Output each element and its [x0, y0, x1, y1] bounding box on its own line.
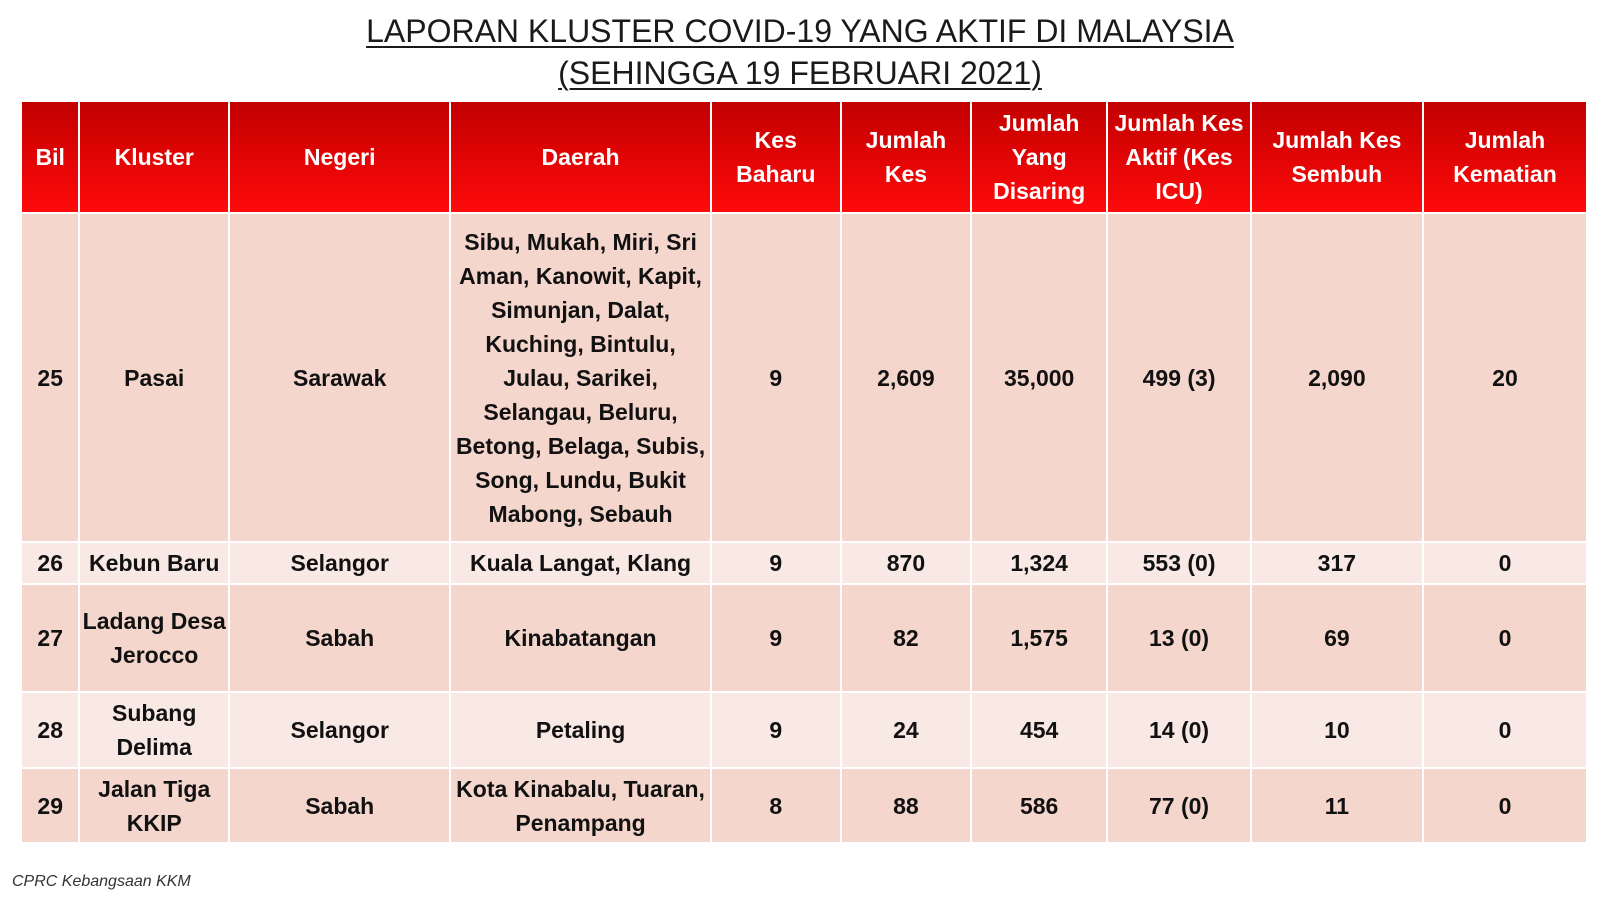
- table-row: [21, 692, 1587, 768]
- cell-kes-baharu: 9: [711, 213, 841, 542]
- cell-jumlah-kes: 2,609: [841, 213, 971, 542]
- cell-kes-aktif: 553 (0): [1107, 542, 1250, 584]
- cluster-table: [20, 100, 1588, 844]
- cell-daerah: Sibu, Mukah, Miri, Sri Aman, Kanowit, Kapit, Simunjan, Dalat, Kuching, Bintulu, Julau, Sarikei, Selangau, Beluru, Betong, Belaga, Subis, Song, Lundu, Bukit Mabong, Sebauh: [450, 213, 710, 542]
- cell-kes-baharu: 8: [711, 768, 841, 843]
- cell-kluster: Kebun Baru: [79, 542, 229, 584]
- cell-kematian: 0: [1423, 584, 1587, 692]
- cell-daerah: Kinabatangan: [450, 584, 710, 692]
- title-line-2: (SEHINGGA 19 FEBRUARI 2021): [558, 55, 1042, 91]
- cell-kematian: 20: [1423, 213, 1587, 542]
- cell-jumlah-disaring: 454: [971, 692, 1107, 768]
- cell-jumlah-disaring: 586: [971, 768, 1107, 843]
- cell-bil: 25: [21, 213, 79, 542]
- header-bil: Bil: [21, 101, 79, 213]
- cell-kes-aktif: 14 (0): [1107, 692, 1250, 768]
- header-negeri: Negeri: [229, 101, 450, 213]
- cell-kluster: Pasai: [79, 213, 229, 542]
- cell-jumlah-disaring: 1,324: [971, 542, 1107, 584]
- header-kematian: Jumlah Kematian: [1423, 101, 1587, 213]
- cell-daerah: Kota Kinabalu, Tuaran, Penampang: [450, 768, 710, 843]
- cell-kluster: Ladang Desa Jerocco: [79, 584, 229, 692]
- cell-jumlah-kes: 88: [841, 768, 971, 843]
- cell-kematian: 0: [1423, 692, 1587, 768]
- header-kluster: Kluster: [79, 101, 229, 213]
- cell-kes-sembuh: 317: [1251, 542, 1423, 584]
- table-header-row: [21, 101, 1587, 213]
- header-jumlah-disaring: Jumlah Yang Disaring: [971, 101, 1107, 213]
- cell-kes-aktif: 13 (0): [1107, 584, 1250, 692]
- header-kes-sembuh: Jumlah Kes Sembuh: [1251, 101, 1423, 213]
- table-row: [21, 542, 1587, 584]
- cell-jumlah-disaring: 35,000: [971, 213, 1107, 542]
- cell-kluster: Jalan Tiga KKIP: [79, 768, 229, 843]
- cell-kes-aktif: 77 (0): [1107, 768, 1250, 843]
- cell-kes-baharu: 9: [711, 542, 841, 584]
- header-kes-aktif: Jumlah Kes Aktif (Kes ICU): [1107, 101, 1250, 213]
- table-row: [21, 584, 1587, 692]
- cell-kluster: Subang Delima: [79, 692, 229, 768]
- cell-kes-sembuh: 10: [1251, 692, 1423, 768]
- header-kes-baharu: Kes Baharu: [711, 101, 841, 213]
- table-row: [21, 768, 1587, 843]
- cell-negeri: Sabah: [229, 768, 450, 843]
- cell-jumlah-kes: 82: [841, 584, 971, 692]
- source-footer: CPRC Kebangsaan KKM: [12, 873, 191, 890]
- cell-daerah: Kuala Langat, Klang: [450, 542, 710, 584]
- title-line-1: LAPORAN KLUSTER COVID-19 YANG AKTIF DI MALAYSIA: [366, 13, 1234, 49]
- cell-kematian: 0: [1423, 542, 1587, 584]
- cell-bil: 26: [21, 542, 79, 584]
- cell-jumlah-kes: 870: [841, 542, 971, 584]
- cell-negeri: Selangor: [229, 542, 450, 584]
- header-jumlah-kes: Jumlah Kes: [841, 101, 971, 213]
- cell-kes-sembuh: 11: [1251, 768, 1423, 843]
- cell-kes-baharu: 9: [711, 584, 841, 692]
- cell-kes-sembuh: 69: [1251, 584, 1423, 692]
- report-title: [0, 10, 1600, 94]
- cell-jumlah-kes: 24: [841, 692, 971, 768]
- cell-negeri: Sarawak: [229, 213, 450, 542]
- cell-negeri: Selangor: [229, 692, 450, 768]
- cell-negeri: Sabah: [229, 584, 450, 692]
- cell-kes-baharu: 9: [711, 692, 841, 768]
- table-row: [21, 213, 1587, 542]
- header-daerah: Daerah: [450, 101, 710, 213]
- cell-kes-sembuh: 2,090: [1251, 213, 1423, 542]
- cell-daerah: Petaling: [450, 692, 710, 768]
- cell-bil: 27: [21, 584, 79, 692]
- cell-bil: 28: [21, 692, 79, 768]
- cell-bil: 29: [21, 768, 79, 843]
- cell-jumlah-disaring: 1,575: [971, 584, 1107, 692]
- cell-kematian: 0: [1423, 768, 1587, 843]
- cell-kes-aktif: 499 (3): [1107, 213, 1250, 542]
